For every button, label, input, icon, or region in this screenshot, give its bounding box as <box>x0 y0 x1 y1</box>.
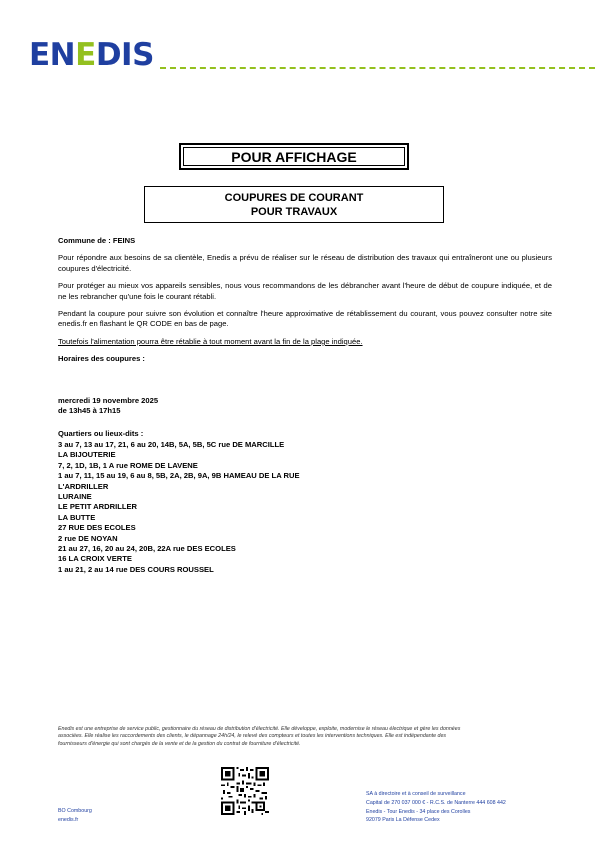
page-title: POUR AFFICHAGE <box>183 147 405 166</box>
list-item: 16 LA CROIX VERTE <box>58 554 132 564</box>
paragraph-2: Pour protéger au mieux vos appareils sensibles, nous vous recommandons de les débrancher avant l'heure de début de coupure indiquée, et de ne les rebrancher qu'une fois le courant rétabli. <box>58 281 552 301</box>
horaires-label: Horaires des coupures : <box>58 354 145 364</box>
subtitle-line-1: COUPURES DE COURANT <box>224 192 364 204</box>
company-line: 92079 Paris La Défense Cedex <box>366 817 440 824</box>
header-divider <box>160 67 595 69</box>
list-item: L'ARDRILLER <box>58 481 109 491</box>
list-item: 3 au 7, 13 au 17, 21, 6 au 20, 14B, 5A, 5B, 5C rue DE MARCILLE <box>58 439 285 449</box>
paragraph-1: Pour répondre aux besoins de sa clientèle, Enedis a prévu de réaliser sur le réseau de distribution des travaux qui entraîneront une ou plusieurs coupures d'électricité. <box>58 253 552 273</box>
subtitle-line-2: POUR TRAVAUX <box>250 206 338 218</box>
places-list <box>58 440 552 575</box>
legal-line: fournisseurs d'énergie qui sont chargés de la vente et de la gestion du contrat de fourniture d'électricité. <box>58 740 301 747</box>
list-item: LA BUTTE <box>58 512 96 522</box>
outage-time: de 13h45 à 17h15 <box>58 406 121 416</box>
quartiers-label: Quartiers ou lieux-dits : <box>58 429 144 439</box>
spacer <box>58 372 552 396</box>
legal-line: Enedis est une entreprise de service public, gestionnaire du réseau de distribution d'électricité. Elle développe, exploite, modernise le réseau électrique et gère les données <box>58 726 461 732</box>
website-link[interactable]: enedis.fr <box>58 816 79 823</box>
paragraph-3: Pendant la coupure pour suivre son évolution et connaître l'heure approximative de rétablissement du courant, vous pouvez consulter notre site enedis.fr en flashant le QR CODE en bas de page. <box>58 309 552 329</box>
company-line: SA à directoire et à conseil de surveillance <box>366 791 466 797</box>
list-item: 2 rue DE NOYAN <box>58 533 118 543</box>
qr-code-icon[interactable] <box>221 767 269 815</box>
list-item: LA BIJOUTERIE <box>58 450 116 460</box>
footer-legal <box>58 726 543 748</box>
list-item: 21 au 27, 16, 20 au 24, 20B, 22A rue DES ECOLES <box>58 543 236 553</box>
legal-line: associées. Elle réalise les raccordements des clients, le dépannage 24h/24, le relevé des compteurs et toutes les interventions techniques. Elle est indépendante des <box>58 733 447 740</box>
subtitle-box <box>144 186 444 223</box>
enedis-logo: ENEDIS <box>29 37 154 73</box>
commune-label: Commune de : FEINS <box>58 236 136 245</box>
company-line: Capital de 270 037 000 € - R.C.S. de Nanterre 444 608 442 <box>366 799 506 806</box>
list-item: 1 au 21, 2 au 14 rue DES COURS ROUSSEL <box>58 564 214 574</box>
footer-company-info <box>366 790 566 825</box>
notice-body <box>58 236 552 575</box>
company-line: Enedis - Tour Enedis - 34 place des Corolles <box>366 808 471 815</box>
list-item: LE PETIT ARDRILLER <box>58 502 138 512</box>
list-item: 1 au 7, 11, 15 au 19, 6 au 8, 5B, 2A, 2B, 9A, 9B HAMEAU DE LA RUE <box>58 471 300 481</box>
footer-contact <box>58 807 158 825</box>
list-item: LURAINE <box>58 491 92 501</box>
title-box <box>179 143 409 170</box>
office-name: BO Combourg <box>58 808 92 814</box>
list-item: 27 RUE DES ECOLES <box>58 523 136 533</box>
warning-text: Toutefois l'alimentation pourra être rétablie à tout moment avant la fin de la plage indiquée. <box>58 336 363 346</box>
list-item: 7, 2, 1D, 1B, 1 A rue ROME DE LAVENE <box>58 460 198 470</box>
outage-date: mercredi 19 novembre 2025 <box>58 395 159 405</box>
